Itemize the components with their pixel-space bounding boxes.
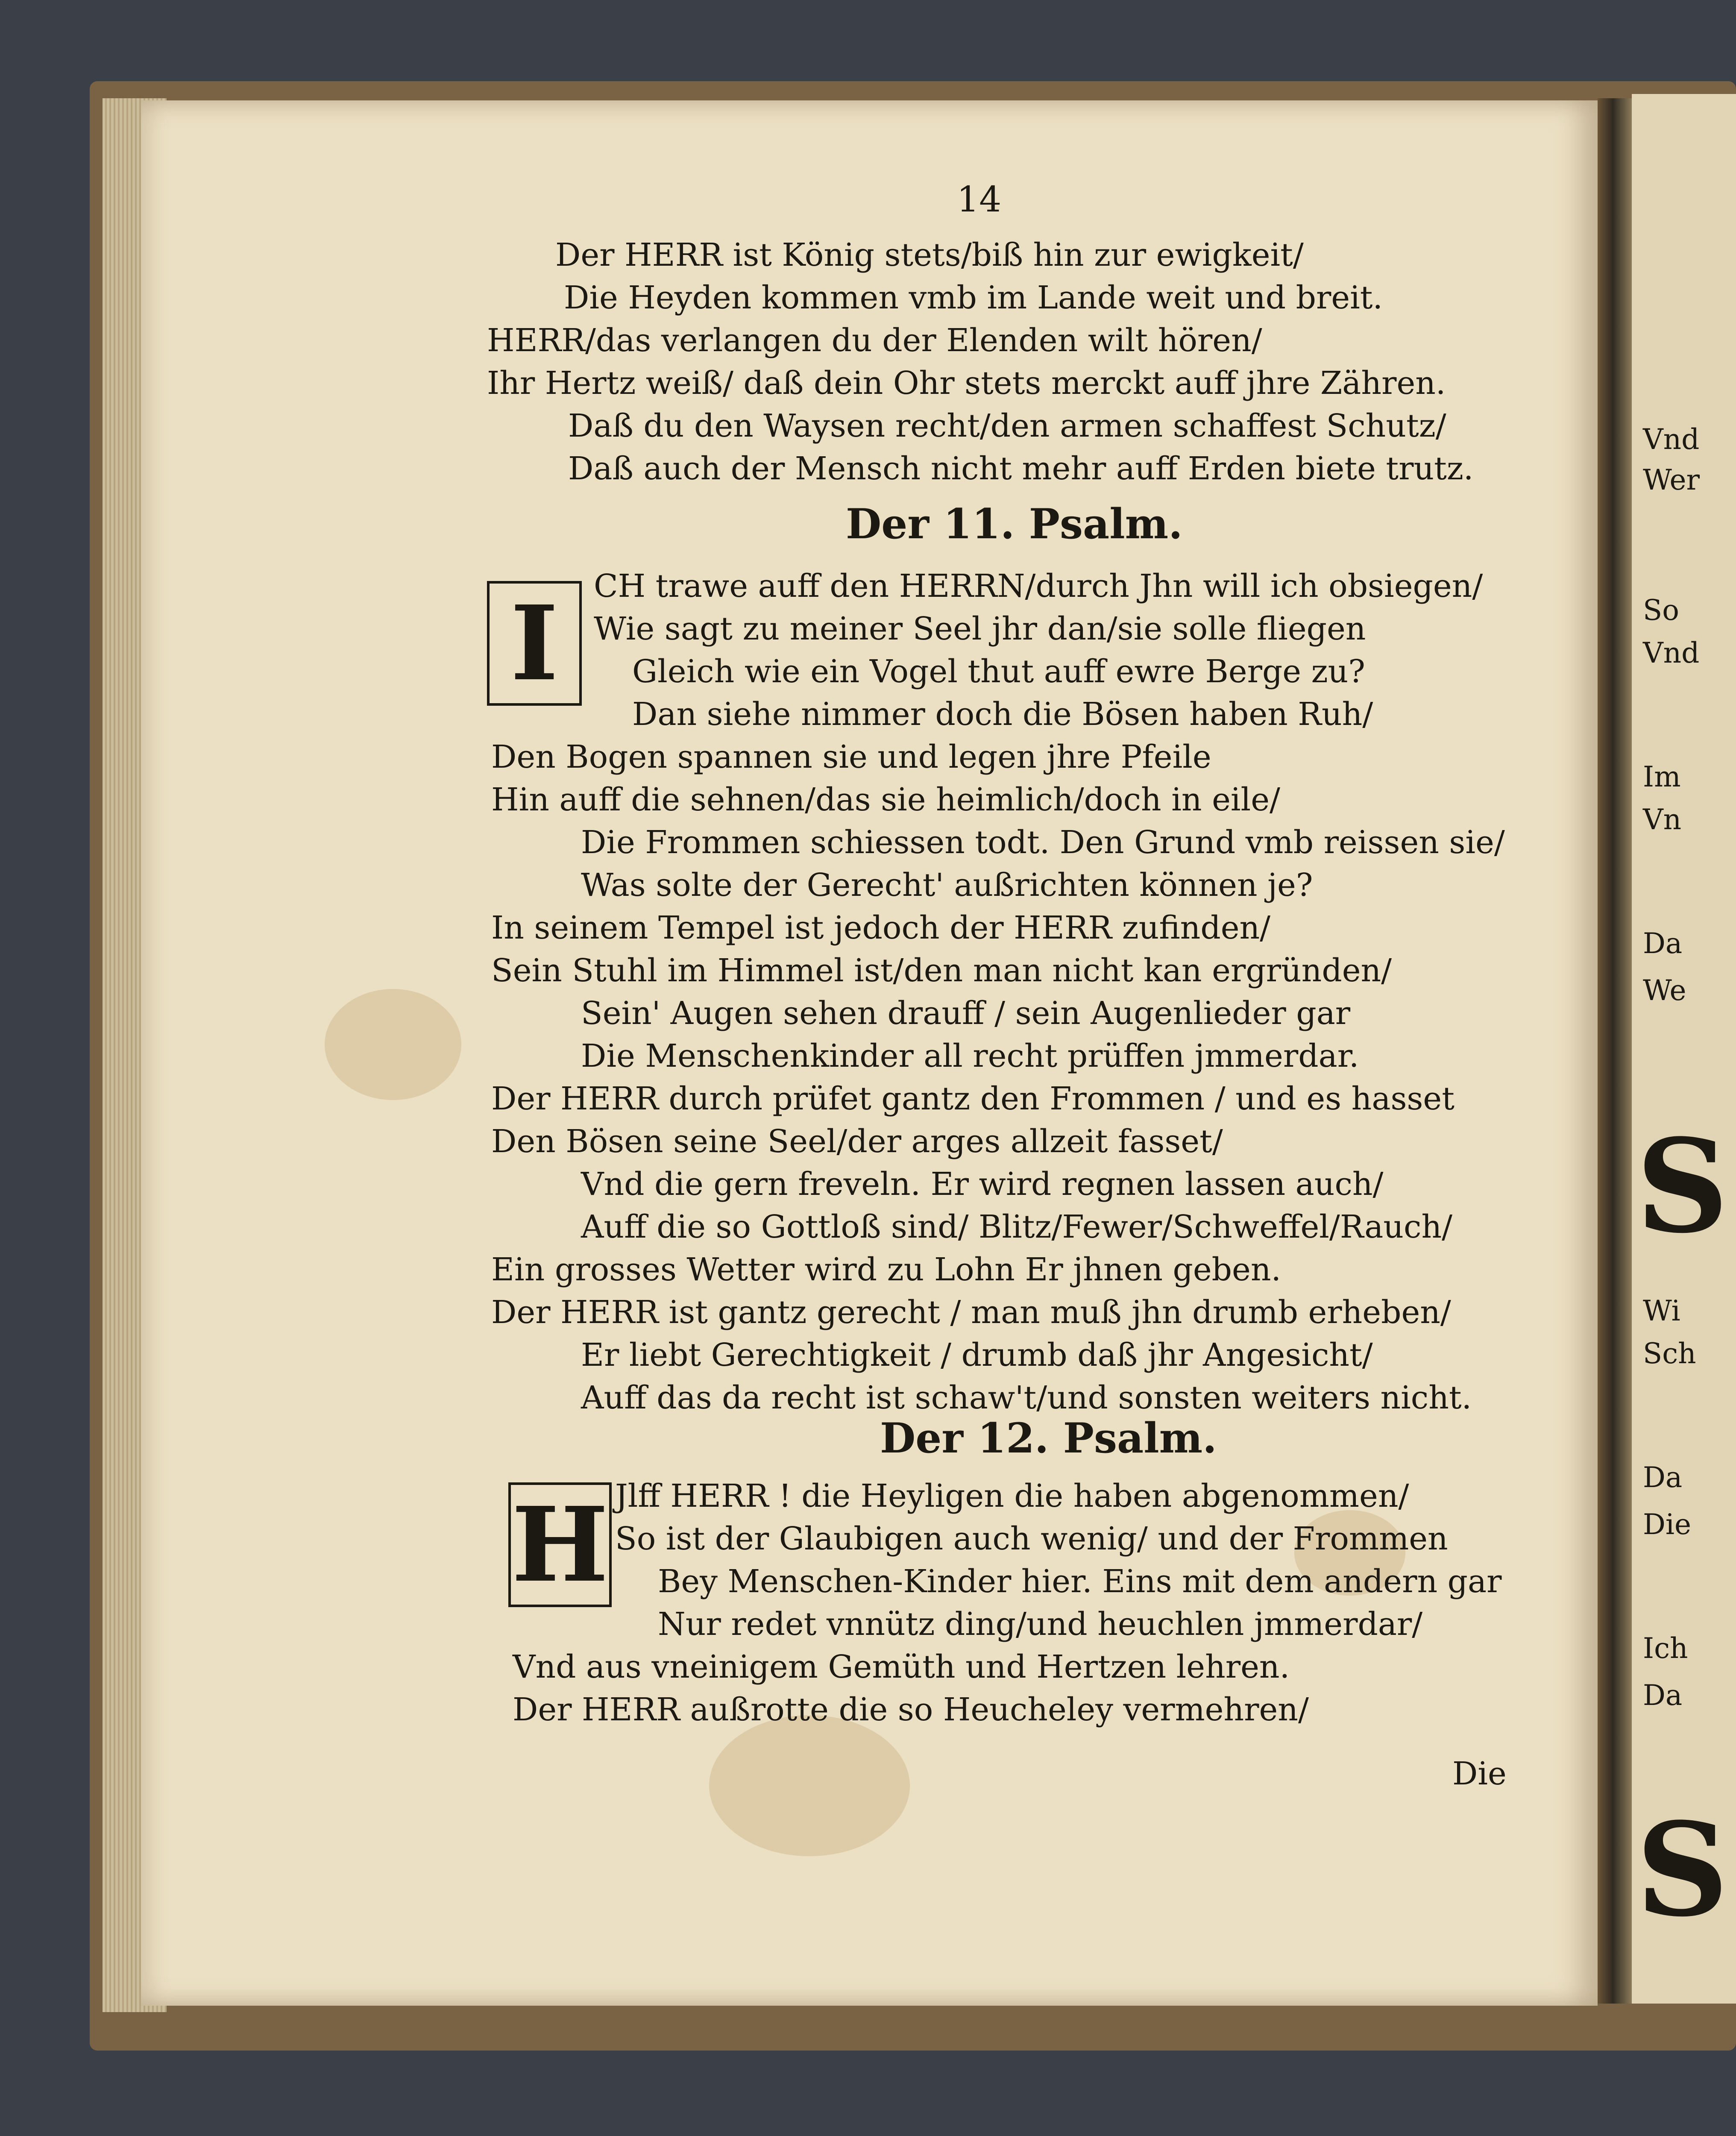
verse-line: HERR/das verlangen du der Elenden wilt hören/ <box>487 322 1262 359</box>
verse-line: Jlff HERR ! die Heyligen die haben abgenommen/ <box>615 1478 1409 1514</box>
verse-line: Die Menschenkinder all recht prüffen jmmerdar. <box>581 1038 1359 1074</box>
decorative-initial-fragment: S <box>1636 1111 1729 1262</box>
verse-line: CH trawe auff den HERRN/durch Jhn will ich obsiegen/ <box>594 568 1483 604</box>
verse-line: Ein grosses Wetter wird zu Lohn Er jhnen geben. <box>491 1251 1281 1288</box>
verse-line: Er liebt Gerechtigkeit / drumb daß jhr Angesicht/ <box>581 1337 1373 1373</box>
fragment-text: Die <box>1643 1508 1692 1541</box>
verse-line: Gleich wie ein Vogel thut auff ewre Berge zu? <box>632 653 1365 690</box>
fragment-text: Da <box>1643 1461 1683 1494</box>
paper-stain <box>325 989 461 1100</box>
verse-line: Den Bogen spannen sie und legen jhre Pfeile <box>491 739 1211 775</box>
decorative-initial-fragment: S <box>1636 1794 1729 1945</box>
verse-line: Vnd die gern freveln. Er wird regnen lassen auch/ <box>581 1166 1384 1203</box>
verse-line: Der HERR durch prüfet gantz den Frommen / und es hasset <box>491 1080 1454 1117</box>
fragment-text: We <box>1643 974 1686 1007</box>
fragment-text: Ich <box>1643 1632 1688 1665</box>
fragment-text: Vnd <box>1643 423 1700 456</box>
fragment-text: Da <box>1643 1679 1683 1712</box>
fragment-text: Sch <box>1643 1337 1696 1370</box>
right-page-edge <box>1632 94 1736 2004</box>
verse-line: Auff das da recht ist schaw't/und sonsten weiters nicht. <box>581 1379 1472 1416</box>
verse-line: Sein' Augen sehen drauff / sein Augenlieder gar <box>581 995 1351 1032</box>
psalm-12-heading: Der 12. Psalm. <box>880 1414 1217 1462</box>
verse-line: Den Bösen seine Seel/der arges allzeit fasset/ <box>491 1123 1223 1160</box>
catchword: Die <box>1452 1755 1507 1792</box>
verse-line: Ihr Hertz weiß/ daß dein Ohr stets merckt auff jhre Zähren. <box>487 365 1446 402</box>
verse-line: Die Heyden kommen vmb im Lande weit und breit. <box>564 279 1383 316</box>
psalm-11-heading: Der 11. Psalm. <box>846 500 1183 548</box>
verse-line: Nur redet vnnütz ding/und heuchlen jmmerdar/ <box>658 1606 1423 1643</box>
psalm-11-initial: I <box>487 581 582 706</box>
fragment-text: Da <box>1643 927 1683 960</box>
verse-line: Hin auff die sehnen/das sie heimlich/doch in eile/ <box>491 781 1280 818</box>
psalm-12-initial: H <box>508 1482 612 1607</box>
verse-line: Dan siehe nimmer doch die Bösen haben Ruh/ <box>632 696 1373 733</box>
verse-line: Bey Menschen-Kinder hier. Eins mit dem andern gar <box>658 1563 1502 1600</box>
fragment-text: Vnd <box>1643 637 1700 669</box>
fragment-text: So <box>1643 594 1679 627</box>
verse-line: Der HERR ist König stets/biß hin zur ewigkeit/ <box>555 237 1304 273</box>
fragment-text: Vn <box>1643 803 1682 836</box>
verse-line: So ist der Glaubigen auch wenig/ und der Frommen <box>615 1520 1448 1557</box>
fragment-text: Wer <box>1643 464 1700 496</box>
verse-line: Vnd aus vneinigem Gemüth und Hertzen lehren. <box>513 1649 1290 1685</box>
verse-line: Daß du den Waysen recht/den armen schaffest Schutz/ <box>568 408 1446 444</box>
page-number: 14 <box>957 179 1002 220</box>
verse-line: In seinem Tempel ist jedoch der HERR zufinden/ <box>491 910 1271 946</box>
paper-stain <box>709 1715 910 1856</box>
fragment-text: Wi <box>1643 1294 1680 1327</box>
book-gutter <box>1598 98 1632 2004</box>
fragment-text: Im <box>1643 760 1681 793</box>
verse-line: Die Frommen schiessen todt. Den Grund vmb reissen sie/ <box>581 824 1505 861</box>
verse-line: Daß auch der Mensch nicht mehr auff Erden biete trutz. <box>568 450 1474 487</box>
verse-line: Was solte der Gerecht' außrichten können je? <box>581 867 1313 904</box>
verse-line: Sein Stuhl im Himmel ist/den man nicht kan ergründen/ <box>491 952 1392 989</box>
verse-line: Der HERR außrotte die so Heucheley vermehren/ <box>513 1691 1309 1728</box>
verse-line: Auff die so Gottloß sind/ Blitz/Fewer/Schweffel/Rauch/ <box>581 1209 1453 1245</box>
verse-line: Wie sagt zu meiner Seel jhr dan/sie solle fliegen <box>594 610 1366 647</box>
verse-line: Der HERR ist gantz gerecht / man muß jhn drumb erheben/ <box>491 1294 1451 1331</box>
